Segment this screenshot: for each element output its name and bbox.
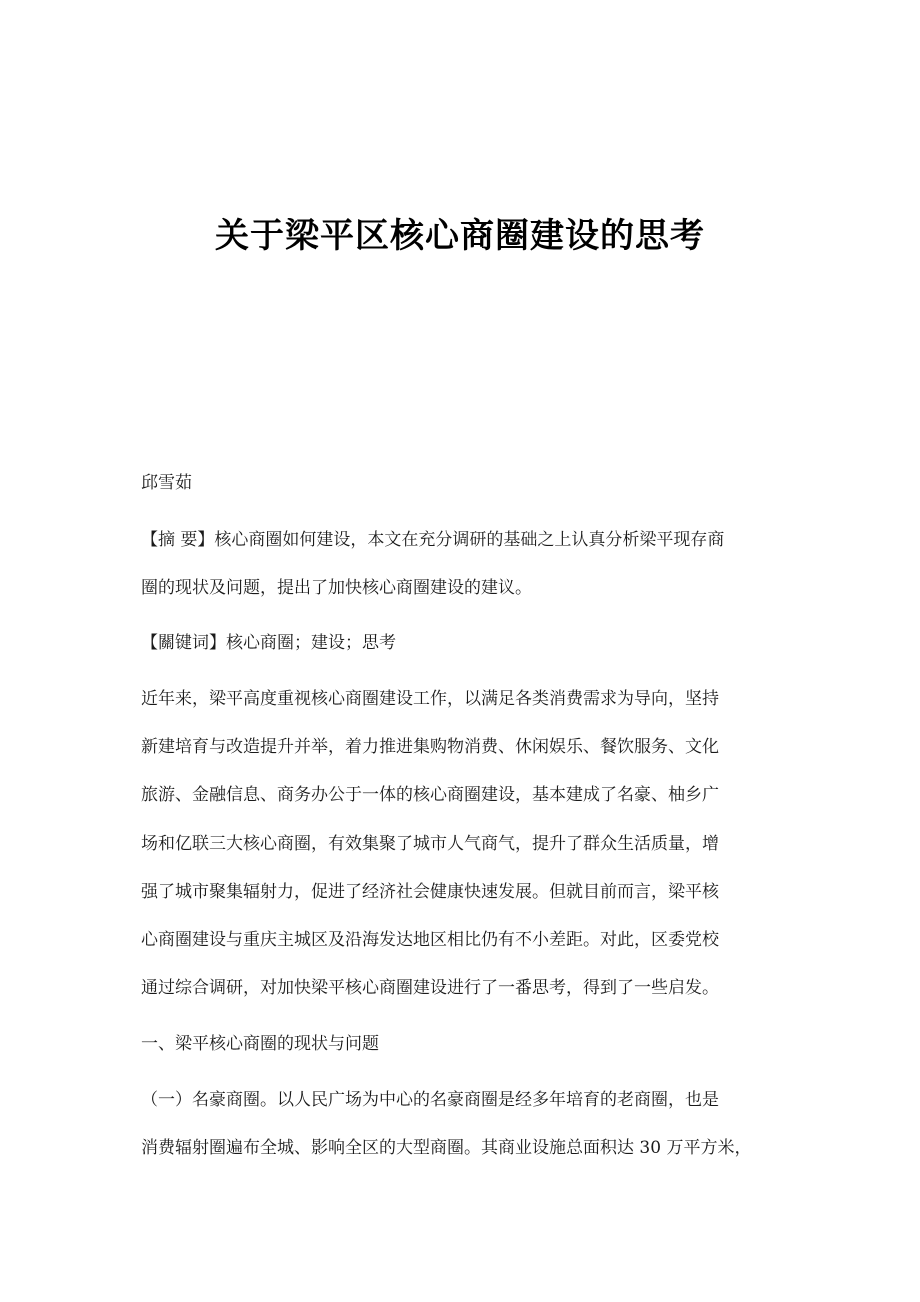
abstract-line-1: 【摘 要】核心商圈如何建设，本文在充分调研的基础之上认真分析梁平现存商 <box>141 530 725 550</box>
abstract-line-2: 圈的现状及问题，提出了加快核心商圈建设的建议。 <box>141 578 532 598</box>
section-1-heading: 一、梁平核心商圈的现状与问题 <box>141 1034 379 1054</box>
subsection-1-line-2: 消费辐射圈遍布全城、影响全区的大型商圈。其商业设施总面积达 30 万平方米， <box>141 1138 752 1158</box>
author-name: 邱雪茹 <box>141 473 192 493</box>
intro-line-5: 强了城市聚集辐射力，促进了经济社会健康快速发展。但就目前而言，梁平核 <box>141 882 719 902</box>
intro-line-2: 新建培育与改造提升并举，着力推进集购物消费、休闲娱乐、餐饮服务、文化 <box>141 737 719 757</box>
intro-line-1: 近年来，梁平高度重视核心商圈建设工作，以满足各类消费需求为导向，坚持 <box>141 689 719 709</box>
intro-line-6: 心商圈建设与重庆主城区及沿海发达地区相比仍有不小差距。对此，区委党校 <box>141 930 719 950</box>
intro-line-3: 旅游、金融信息、商务办公于一体的核心商圈建设，基本建成了名豪、柚乡广 <box>141 785 719 805</box>
keywords-line: 【關键词】核心商圈；建设；思考 <box>141 633 396 653</box>
intro-line-4: 场和亿联三大核心商圈，有效集聚了城市人气商气，提升了群众生活质量，增 <box>141 834 719 854</box>
intro-line-7: 通过综合调研，对加快梁平核心商圈建设进行了一番思考，得到了一些启发。 <box>141 978 719 998</box>
subsection-1-line-1: （一）名豪商圈。以人民广场为中心的名豪商圈是经多年培育的老商圈，也是 <box>141 1090 719 1110</box>
document-title: 关于梁平区核心商圈建设的思考 <box>215 216 705 256</box>
